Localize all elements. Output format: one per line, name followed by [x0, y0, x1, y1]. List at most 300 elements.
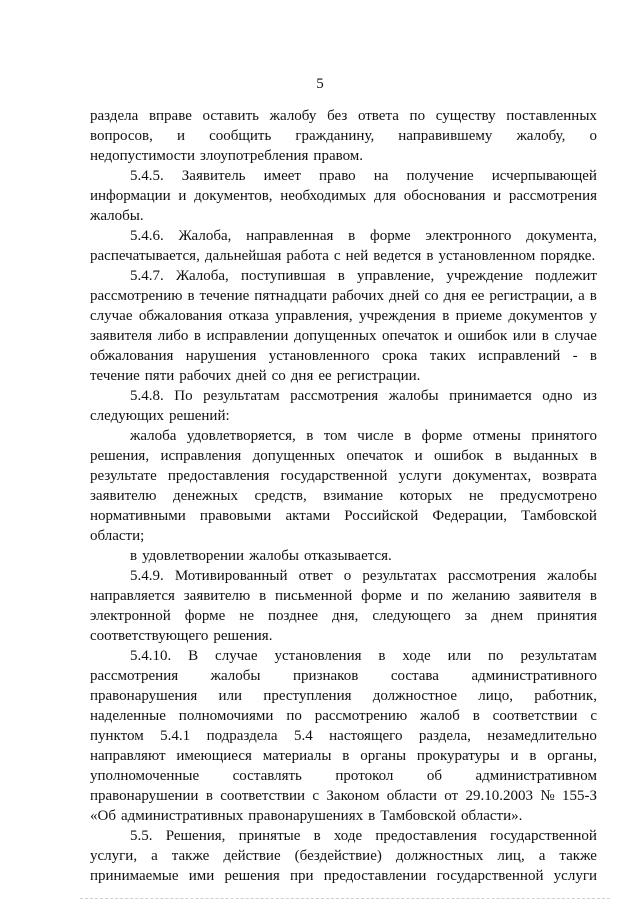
word: 5.4.8.	[130, 388, 164, 404]
word: опечаток	[346, 448, 404, 464]
word: исправлений	[478, 348, 561, 364]
word: в	[442, 308, 450, 324]
word: обжалования	[90, 348, 174, 364]
word: случае	[554, 328, 597, 344]
word: не	[239, 608, 254, 624]
word: а	[538, 848, 546, 864]
word: установленном	[438, 248, 536, 264]
word: 5.5.	[130, 828, 153, 844]
word: предоставления	[167, 468, 270, 484]
word: жалобы	[547, 568, 597, 584]
word: документа,	[526, 228, 597, 244]
text-line	[90, 446, 597, 466]
word: опечаток	[381, 328, 439, 344]
word: в	[337, 268, 345, 284]
word: соответствии	[492, 708, 578, 724]
word: Федерации,	[432, 508, 507, 524]
document-body	[90, 106, 597, 886]
word: или	[218, 688, 243, 704]
word: административных	[120, 808, 244, 824]
word: исправлении	[206, 328, 289, 344]
word: Тамбовской	[380, 808, 456, 824]
word: результатам	[520, 648, 597, 664]
word: в	[193, 328, 201, 344]
word: 5.4.9.	[130, 568, 164, 584]
word: рассмотрения	[508, 188, 597, 204]
word: принятые	[238, 828, 301, 844]
word: при	[289, 868, 314, 884]
word: в	[541, 328, 549, 344]
text-line	[90, 586, 597, 606]
word: таких	[429, 348, 466, 364]
word: случае	[215, 648, 258, 664]
word: результате	[90, 468, 157, 484]
word: учреждение	[446, 268, 523, 284]
word: следующего	[372, 608, 451, 624]
word: работа	[286, 248, 329, 264]
word: (бездействие)	[294, 848, 382, 864]
word: принимаемые	[90, 868, 179, 884]
word: ходе	[333, 828, 363, 844]
word: установленного	[268, 348, 370, 364]
word: ими	[188, 868, 215, 884]
text-line	[90, 606, 597, 626]
word: допущенных	[252, 448, 336, 464]
word: лицо,	[478, 688, 514, 704]
word: документов,	[194, 188, 273, 204]
word: предоставлении	[323, 868, 427, 884]
word: исправления	[160, 448, 242, 464]
word: принятия	[537, 608, 597, 624]
word: жалобы	[210, 668, 261, 684]
page-number: 5	[316, 76, 324, 92]
word: №	[540, 788, 555, 804]
text-line	[90, 426, 597, 446]
word: установления	[274, 648, 362, 664]
word: результатах	[362, 568, 437, 584]
word: с	[590, 708, 597, 724]
word: а	[578, 288, 585, 304]
word: правонарушениях	[248, 808, 364, 824]
word: гражданину,	[295, 128, 375, 144]
word: сообщить	[209, 128, 272, 144]
word: право	[319, 168, 356, 184]
word: Заявитель	[181, 168, 246, 184]
word: ее	[471, 288, 485, 304]
word: электронного	[425, 228, 512, 244]
word: порядке.	[540, 248, 596, 264]
text-line	[90, 786, 597, 806]
word: недопустимости	[90, 148, 195, 164]
word: обоснования	[403, 188, 486, 204]
word: -	[572, 348, 578, 364]
word: со	[271, 368, 286, 384]
word: которых	[399, 488, 453, 504]
text-line	[90, 186, 597, 206]
word: решения.	[213, 628, 273, 644]
text-line	[90, 406, 597, 426]
word: составлять	[232, 768, 302, 784]
word: в	[472, 708, 480, 724]
word: обжалования	[138, 308, 223, 324]
word: лиц,	[497, 848, 525, 864]
word: форме	[184, 608, 226, 624]
word: в	[529, 748, 537, 764]
word: в	[342, 748, 350, 764]
word: с	[333, 248, 341, 264]
word: форме	[421, 428, 463, 444]
word: форме	[369, 228, 411, 244]
text-line	[90, 626, 597, 646]
word: поставленных	[506, 108, 597, 124]
word: 29.10.2003	[465, 788, 533, 804]
word: выданных	[513, 448, 579, 464]
word: жалоб	[420, 708, 460, 724]
word: из	[583, 388, 597, 404]
word: правом.	[313, 148, 364, 164]
word: течение	[199, 288, 250, 304]
word: По	[174, 388, 193, 404]
word: решений:	[169, 408, 230, 424]
word: жалобы.	[90, 208, 144, 224]
word: поступившая	[240, 268, 326, 284]
word: учреждения	[359, 308, 436, 324]
word: вопросов,	[90, 128, 153, 144]
word: ее	[318, 368, 332, 384]
text-line	[90, 226, 597, 246]
word: соответствующего	[90, 628, 209, 644]
word: Тамбовской	[521, 508, 597, 524]
word: ходе	[402, 648, 431, 664]
text-line	[90, 326, 597, 346]
word: письменной	[274, 588, 353, 604]
word: также	[171, 848, 210, 864]
word: услуги,	[90, 848, 138, 864]
text-line	[90, 546, 597, 566]
word: по	[409, 108, 426, 124]
text-line	[90, 846, 597, 866]
word: в	[494, 448, 502, 464]
word: электронной	[90, 608, 171, 624]
word: Решения,	[165, 828, 226, 844]
word: пяти	[144, 368, 175, 384]
word: актами	[285, 508, 331, 524]
word: рабочих	[179, 368, 232, 384]
word: денежных	[173, 488, 238, 504]
word: средств,	[254, 488, 307, 504]
word: позднее	[267, 608, 319, 624]
text-line	[90, 646, 597, 666]
word: должностных	[395, 848, 484, 864]
word: в	[426, 248, 434, 264]
text-line	[90, 826, 597, 846]
word: жалобу,	[516, 128, 566, 144]
word: государственной	[436, 868, 544, 884]
word: дня	[290, 368, 314, 384]
word: допущенных	[293, 328, 377, 344]
word: о	[589, 128, 597, 144]
text-line	[90, 726, 597, 746]
text-line	[90, 126, 597, 146]
word: нарушения	[185, 348, 257, 364]
word: в	[205, 788, 213, 804]
word: дня,	[332, 608, 359, 624]
word: предусмотрено	[500, 488, 597, 504]
word: рассмотрению	[314, 708, 408, 724]
word: в	[589, 288, 597, 304]
word: и	[510, 748, 519, 764]
word: по	[488, 648, 504, 664]
word: государственной	[490, 828, 597, 844]
word: предоставления	[375, 828, 477, 844]
word: области».	[460, 808, 523, 824]
word: рассмотрения	[290, 388, 379, 404]
word: раздела,	[418, 728, 471, 744]
word: и	[410, 588, 419, 604]
word: наделенные	[90, 708, 166, 724]
word: правонарушения	[90, 688, 198, 704]
word: или	[447, 648, 472, 664]
word: удовлетворяется,	[186, 428, 296, 444]
text-line	[90, 866, 597, 886]
word: жалобу	[269, 108, 317, 124]
word: отказывается.	[303, 548, 392, 564]
word: в	[589, 348, 597, 364]
word: ошибок	[457, 328, 508, 344]
word: без	[327, 108, 348, 124]
word: ней	[345, 248, 369, 264]
word: ведется	[373, 248, 422, 264]
word: направившему	[398, 128, 493, 144]
word: заявителю	[183, 588, 251, 604]
word: а	[151, 848, 158, 864]
word: жалоба	[130, 428, 177, 444]
text-line	[90, 806, 597, 826]
word: исчерпывающей	[491, 168, 597, 184]
word: со	[424, 288, 439, 304]
word: Жалоба,	[178, 228, 232, 244]
word: подраздела	[206, 728, 278, 744]
word: прокуратуры	[416, 748, 500, 764]
word: раздела	[90, 108, 139, 124]
word: распечатывается,	[90, 248, 200, 264]
word: в	[187, 288, 195, 304]
word: оставить	[202, 108, 259, 124]
word: настоящего	[329, 728, 403, 744]
word: в	[404, 428, 412, 444]
word: дней	[388, 288, 420, 304]
word: по	[286, 708, 302, 724]
text-line	[90, 346, 597, 366]
word: и	[178, 188, 187, 204]
word: области;	[90, 528, 145, 544]
word: состава	[390, 668, 439, 684]
word: «Об	[90, 808, 116, 824]
word: пятнадцати	[254, 288, 327, 304]
word: административного	[471, 668, 597, 684]
word: желанию	[451, 588, 511, 604]
word: с	[312, 788, 320, 804]
word: в	[306, 428, 314, 444]
word: протокол	[335, 768, 394, 784]
word: решения,	[90, 448, 150, 464]
word: органы	[360, 748, 407, 764]
text-line	[90, 766, 597, 786]
word: в	[589, 588, 597, 604]
word: в	[378, 648, 386, 664]
word: правовыми	[199, 508, 272, 524]
word: услуги	[398, 468, 442, 484]
word: удовлетворении	[142, 548, 245, 564]
word: необходимых	[280, 188, 367, 204]
word: для	[373, 188, 396, 204]
word: Российской	[344, 508, 419, 524]
page-bottom-edge	[80, 898, 610, 901]
word: органы,	[547, 748, 597, 764]
word: срока	[382, 348, 418, 364]
text-line	[90, 666, 597, 686]
word: и	[444, 328, 453, 344]
word: форме	[361, 588, 402, 604]
word: Жалоба,	[175, 268, 229, 284]
word: и	[414, 448, 423, 464]
word: в	[368, 808, 376, 824]
word: административном	[475, 768, 597, 784]
word: вправе	[148, 108, 192, 124]
word: жалобы	[388, 388, 439, 404]
word: либо	[157, 328, 189, 344]
word: действие	[223, 848, 281, 864]
word: нормативными	[90, 508, 186, 524]
word: результатам	[203, 388, 280, 404]
word: заявителю	[90, 488, 157, 504]
word: об	[426, 768, 443, 784]
word: отказа	[228, 308, 269, 324]
word: пунктом	[90, 728, 144, 744]
word: также	[559, 848, 597, 864]
word: услуги	[553, 868, 597, 884]
text-line	[90, 306, 597, 326]
word: жалобы	[249, 548, 299, 564]
word: незамедлительно	[487, 728, 597, 744]
word: уполномоченные	[90, 768, 200, 784]
word: одно	[542, 388, 573, 404]
word: или	[512, 328, 537, 344]
text-line	[90, 486, 597, 506]
word: государственной	[280, 468, 388, 484]
word: признаков	[293, 668, 359, 684]
word: 5.4.7.	[130, 268, 164, 284]
word: заявителя	[90, 328, 153, 344]
text-line	[90, 466, 597, 486]
word: дня	[443, 288, 467, 304]
word: у	[589, 308, 597, 324]
word: не	[468, 488, 484, 504]
word: числе	[357, 428, 394, 444]
word: и	[493, 188, 502, 204]
word: существу	[435, 108, 496, 124]
word: ответа	[357, 108, 399, 124]
word: по	[427, 588, 443, 604]
word: материалы	[262, 748, 332, 764]
word: имеет	[263, 168, 301, 184]
text-line	[90, 246, 597, 266]
text-line	[90, 746, 597, 766]
word: течение	[90, 368, 140, 384]
text-line	[90, 206, 597, 226]
word: документов	[508, 308, 584, 324]
word: 5.4	[293, 728, 313, 744]
word: за	[464, 608, 478, 624]
word: рабочих	[331, 288, 384, 304]
word: отмены	[472, 428, 521, 444]
word: в	[589, 448, 597, 464]
text-line	[90, 686, 597, 706]
word: о	[343, 568, 352, 584]
word: ошибок	[434, 448, 484, 464]
word: направляется	[90, 588, 175, 604]
text-line	[90, 286, 597, 306]
word: регистрации.	[336, 368, 421, 384]
word: 5.4.5.	[130, 168, 164, 184]
word: документах,	[452, 468, 532, 484]
word: преступления	[263, 688, 352, 704]
text-line	[90, 266, 597, 286]
word: управление,	[357, 268, 435, 284]
word: от	[444, 788, 459, 804]
word: злоупотребления	[200, 148, 309, 164]
text-line	[90, 526, 597, 546]
word: направляют	[90, 748, 166, 764]
word: области	[386, 788, 437, 804]
word: решения	[224, 868, 280, 884]
word: принимается	[449, 388, 532, 404]
word: 5.4.1	[160, 728, 191, 744]
word: и	[176, 128, 185, 144]
word: возврата	[542, 468, 597, 484]
word: соответствии	[220, 788, 306, 804]
text-line	[90, 146, 597, 166]
word: случае	[90, 308, 133, 324]
text-line	[90, 386, 597, 406]
text-line	[90, 106, 597, 126]
word: том	[323, 428, 347, 444]
text-line	[90, 566, 597, 586]
word: дней	[236, 368, 267, 384]
word: 5.4.6.	[130, 228, 164, 244]
word: управления,	[275, 308, 353, 324]
word: взимание	[323, 488, 384, 504]
word: Законом	[326, 788, 380, 804]
word: направленная	[246, 228, 334, 244]
word: должностное	[372, 688, 457, 704]
word: правонарушении	[90, 788, 199, 804]
word: В	[188, 648, 199, 664]
word: заявителя	[518, 588, 582, 604]
word: приеме	[455, 308, 503, 324]
word: днем	[491, 608, 524, 624]
word: регистрации,	[489, 288, 574, 304]
word: следующих	[90, 408, 165, 424]
word: рассмотрения	[447, 568, 537, 584]
word: информации	[90, 188, 171, 204]
text-line	[90, 706, 597, 726]
text-line	[90, 166, 597, 186]
word: получение	[406, 168, 474, 184]
word: в	[348, 228, 356, 244]
word: в	[313, 828, 321, 844]
word: ответ	[298, 568, 333, 584]
